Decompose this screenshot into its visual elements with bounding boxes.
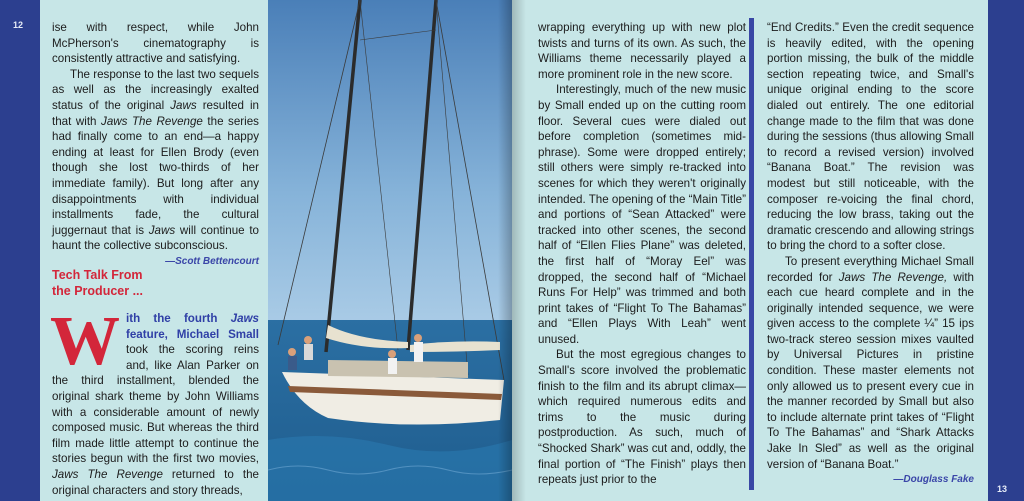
- film-title: Jaws: [148, 223, 176, 237]
- paragraph: Interestingly, much of the new music by Small ended up on the cutting room floor. Several cues were dialed out before completion (sometimes mid-phrase). Some were dropped entirely; still others were simply re-tracked into scenes for which they weren't originally intended. The opening of the “Main Title” and portions of “Sean Attacked” were tracked into other scenes, the second half of “Ellen Flies Plane” was deleted, the first half of “Moray Eel” was dropped, the second half of “Michael Runs For Help” was trimmed and both print takes of “Flight To The Bahamas” and “Ellen Plays With Leah” went unused.: [538, 83, 746, 346]
- gutter-shadow-right: [512, 0, 526, 501]
- byline-scott-bettencourt: —Scott Bettencourt: [165, 255, 259, 267]
- left-page-band: [0, 0, 40, 501]
- page-number-right: 13: [997, 484, 1008, 494]
- paragraph: [767, 254, 975, 486]
- text-run: The response to the last two sequels as well as the increasingly exalted status of the original: [52, 67, 259, 112]
- page-number-left: 12: [13, 20, 24, 30]
- text-run: took the scoring reins and, like Alan Parker on the third installment, blended the original shark theme by John Williams with a considerable amount of newly composed music. But whereas the third film made little attempt to continue the stories begun with the first two movies,: [52, 343, 259, 466]
- film-title: Jaws: [170, 98, 197, 112]
- section-heading: Tech Talk From the Producer ...: [52, 267, 143, 298]
- text-run: the series had finally come to an end—a happy ending at least for Ellen Brody (even though she lost two-thirds of her immediate family). But long after any disappointments with individual installments fade, the cultural juggernaut that is: [52, 114, 259, 237]
- article-column-2: [538, 20, 746, 488]
- film-title: Jaws The Revenge,: [838, 270, 948, 284]
- drop-cap: W: [50, 303, 120, 381]
- paragraph: wrapping everything up with new plot twists and turns of its own. As such, the Williams theme necessarily played a more prominent role in the new score.: [538, 21, 746, 81]
- lead-in: [126, 312, 259, 341]
- text-run: with each cue heard complete and in the originally intended sequence, we were given access to the complete ¼” 15 ips two-track stereo session mixes vaulted by Universal Pictures in pristine condition. These master elements not only allowed us to present every cue in the manner recorded by Small but also to include alternate print takes of “Flight To The Bahamas” and “Shark Attacks Jake In Sled” as well as the original version of “Banana Boat.”: [767, 270, 975, 471]
- paragraph: [50, 303, 259, 498]
- byline-douglass-fake: —Douglass Fake: [893, 474, 974, 486]
- text-run: returned to the original characters and story threads,: [52, 468, 259, 497]
- text-run: resulted in that with: [52, 98, 259, 128]
- article-column-3: [767, 20, 974, 488]
- film-title: Jaws: [230, 312, 259, 326]
- paragraph: “End Credits.” Even the credit sequence is heavily edited, with the opening portion missing, the bulk of the middle section repeating twice, and Small's unique original ending to the score dialed out entirely. The one editorial change made to the film that was done during the sessions (thus allowing Small to record a revised version) involved “Banana Boat.” The revision was modest but still noticeable, with the composer re-voicing the final chord, reducing the low brass, taking out the dramatic crescendo and allowing strings to bring the chord to a softer close.: [767, 21, 974, 253]
- sailboat-photo: [268, 0, 512, 501]
- film-title: Jaws The Revenge: [52, 468, 163, 482]
- right-page: [512, 0, 1024, 501]
- article-column-1: [52, 20, 259, 498]
- film-title: Jaws The Revenge: [101, 114, 203, 128]
- text-run: ith the fourth: [126, 312, 231, 326]
- right-page-band: [988, 0, 1024, 501]
- paragraph: ise with respect, while John McPherson's cinematography is consistently attractive and satisfying.: [52, 21, 259, 66]
- sailboat-illustration: [268, 0, 512, 501]
- gutter-shadow-left: [498, 0, 512, 501]
- text-run: will continue to haunt the collective subconscious.: [52, 223, 260, 253]
- text-run: feature, Michael Small: [126, 327, 259, 341]
- text-run: To present everything Michael Small recorded for: [767, 254, 974, 284]
- paragraph: But the most egregious changes to Small's score involved the problematic finish to the film and its abrupt climax—which required numerous edits and trims to the music during postproduction. As such, much of “Shocked Shark” was cut and, oddly, the final portion of “The Finish” plays then repeats just prior to the: [538, 348, 746, 487]
- paragraph: [52, 67, 260, 267]
- column-rule: [749, 18, 754, 490]
